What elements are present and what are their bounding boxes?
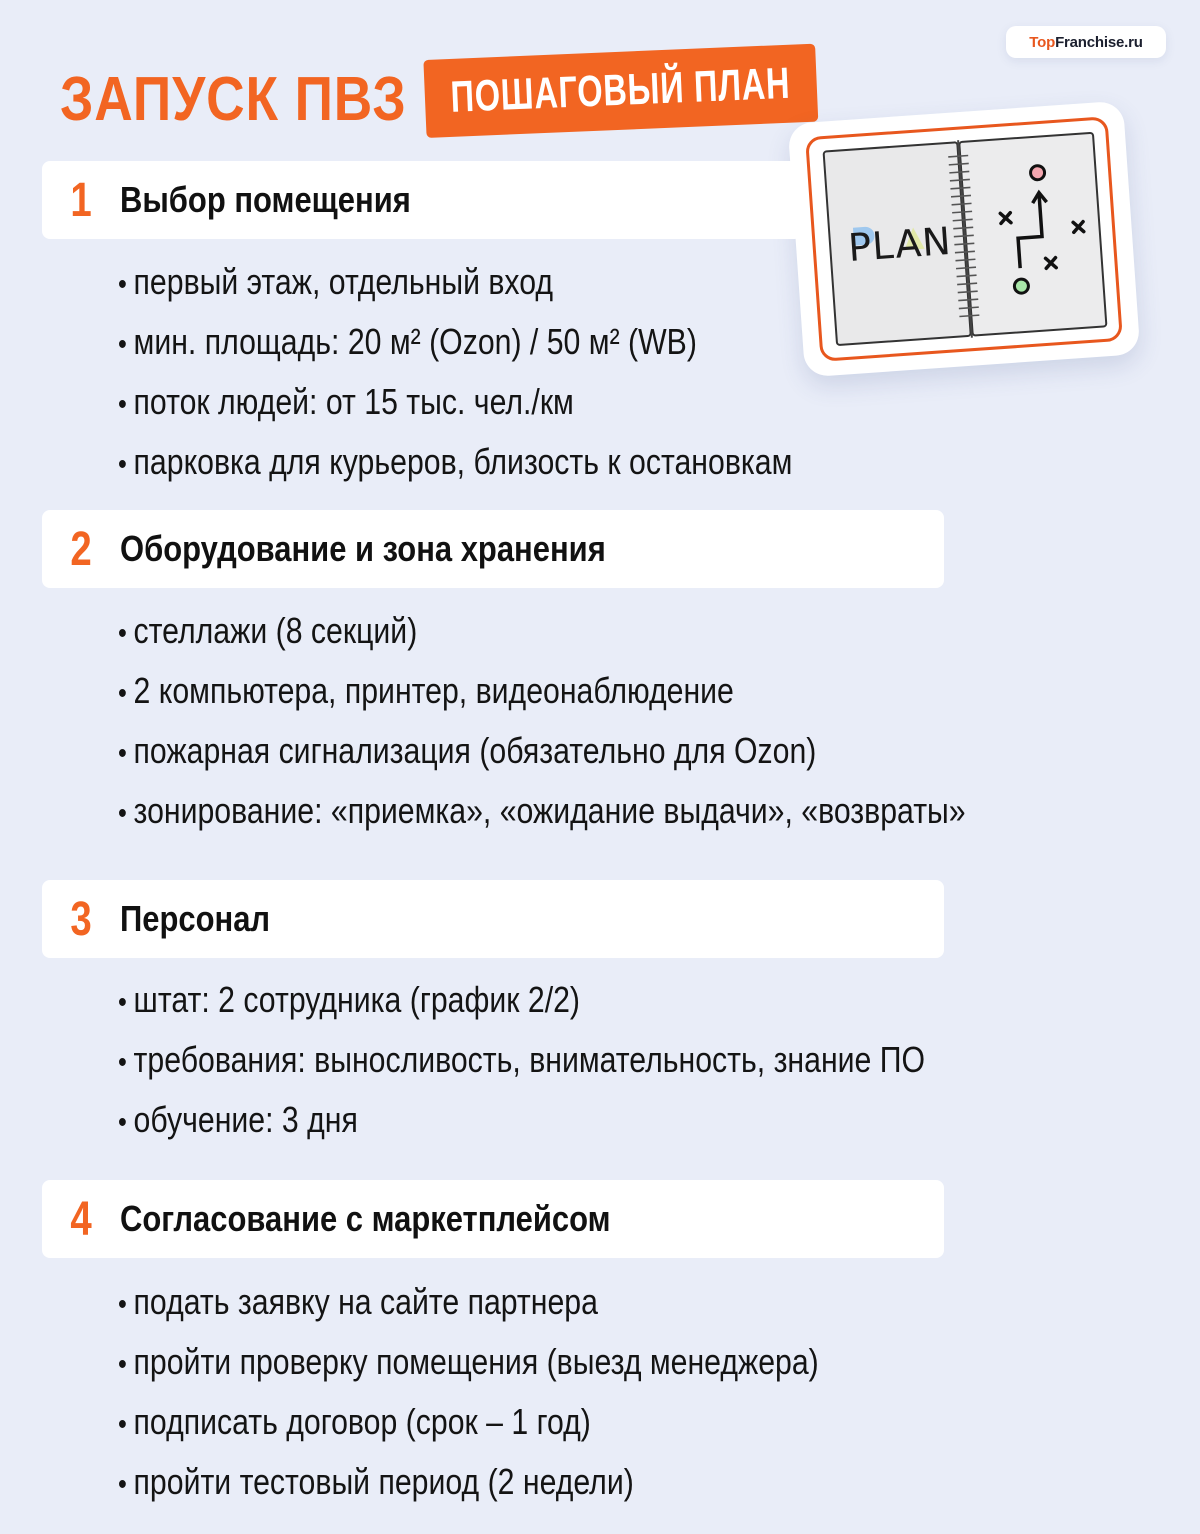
section-header-4 [42,1180,944,1258]
list-item: • 2 компьютера, принтер, видеонаблюдение [118,661,966,721]
section-number: 3 [70,892,92,946]
section-4-list [118,1272,952,1512]
list-item: • зонирование: «приемка», «ожидание выдачи», «возвраты» [118,781,966,841]
brand-suffix: Franchise.ru [1055,33,1143,51]
brand-logo [1006,26,1166,58]
plan-word: PLAN [846,218,954,271]
section-header-2 [42,510,944,588]
section-1-list [118,252,921,492]
title-tag-badge [423,44,818,138]
brand-prefix: Top [1029,33,1056,51]
list-item: • подписать договор (срок – 1 год) [118,1392,819,1452]
section-number: 2 [70,522,92,576]
list-item: • обучение: 3 дня [118,1090,925,1150]
list-item: • мин. площадь: 20 м² (Ozon) / 50 м² (WB) [118,312,792,372]
section-number: 4 [70,1192,92,1246]
section-title: Согласование с маркетплейсом [120,1198,611,1239]
list-item: • пожарная сигнализация (обязательно для Ozon) [118,721,966,781]
list-item: • пройти тестовый период (2 недели) [118,1452,819,1512]
section-title: Выбор помещения [120,179,411,220]
section-title: Персонал [120,898,271,939]
list-item: • требования: выносливость, внимательность, знание ПО [118,1030,925,1090]
list-item: • первый этаж, отдельный вход [118,252,792,312]
section-2-list [118,601,1127,841]
list-item: • поток людей: от 15 тыс. чел./км [118,372,792,432]
section-header-1 [42,161,802,239]
list-item: • парковка для курьеров, близость к остановкам [118,432,792,492]
list-item: • штат: 2 сотрудника (график 2/2) [118,970,925,1030]
title-tag-label: ПОШАГОВЫЙ ПЛАН [450,58,792,122]
list-item: • подать заявку на сайте партнера [118,1272,819,1332]
section-number: 1 [70,173,92,227]
page-title: ЗАПУСК ПВЗ [60,65,407,134]
section-3-list [118,970,1079,1150]
list-item: • стеллажи (8 секций) [118,601,966,661]
list-item: • пройти проверку помещения (выезд менеджера) [118,1332,819,1392]
section-header-3 [42,880,944,958]
section-title: Оборудование и зона хранения [120,528,606,569]
